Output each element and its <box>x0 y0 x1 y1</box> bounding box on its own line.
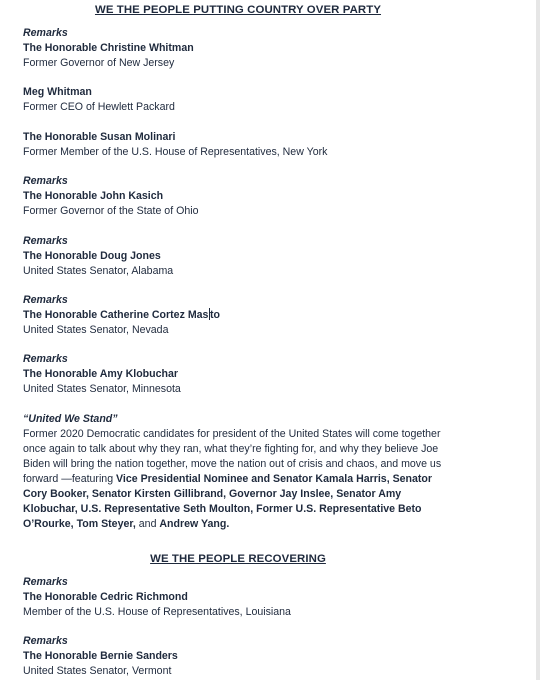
speaker-name: The Honorable John Kasich <box>23 190 164 202</box>
remarks-label: Remarks <box>23 353 68 365</box>
remarks-label: Remarks <box>23 27 68 39</box>
speaker-title: Former CEO of Hewlett Packard <box>23 101 175 113</box>
remarks-label: Remarks <box>23 576 68 588</box>
section-heading-recovering: WE THE PEOPLE RECOVERING <box>150 553 326 565</box>
speaker-name: The Honorable Christine Whitman <box>23 42 194 54</box>
entry-amy-klobuchar <box>23 352 463 397</box>
entry-bernie-sanders <box>23 634 463 679</box>
speaker-name: The Honorable Amy Klobuchar <box>23 368 179 380</box>
featured-guests: Vice Presidential Nominee and Senator Kamala Harris, Senator Cory Booker, Senator Kirsten Gillibrand, Governor Jay Inslee, Senator Amy Klobuchar, U.S. Representative Seth Moulton, Former U.S. Representative Beto O’Rourke, Tom Steyer, <box>23 473 433 530</box>
entry-doug-jones <box>23 234 463 279</box>
segment-title: “United We Stand” <box>23 413 118 425</box>
speaker-title: United States Senator, Vermont <box>23 665 172 677</box>
remarks-label: Remarks <box>23 175 68 187</box>
speaker-name: The Honorable Bernie Sanders <box>23 650 178 662</box>
entry-cedric-richmond <box>23 575 463 620</box>
entry-christine-whitman <box>23 26 463 71</box>
remarks-label: Remarks <box>23 235 68 247</box>
entry-susan-molinari <box>23 130 463 160</box>
speaker-name: The Honorable Cedric Richmond <box>23 591 188 603</box>
remarks-label: Remarks <box>23 294 68 306</box>
speaker-name: Meg Whitman <box>23 86 92 98</box>
featured-guest-last: Andrew Yang. <box>159 518 230 530</box>
united-we-stand-title <box>23 412 463 427</box>
speaker-title: Member of the U.S. House of Representatives, Louisiana <box>23 606 291 618</box>
speaker-title: Former Governor of the State of Ohio <box>23 205 199 217</box>
entry-john-kasich <box>23 174 463 219</box>
entry-catherine-cortez-masto <box>23 293 463 338</box>
speaker-name <box>23 308 463 323</box>
section-heading-country-over-party: WE THE PEOPLE PUTTING COUNTRY OVER PARTY <box>94 4 382 16</box>
page-edge-shadow <box>536 0 540 680</box>
speaker-title: United States Senator, Nevada <box>23 324 169 336</box>
speaker-name-part1: The Honorable Catherine Cortez Mas <box>23 309 209 321</box>
united-we-stand-description <box>23 427 455 532</box>
entry-meg-whitman <box>23 85 463 115</box>
description-and: and <box>135 518 160 530</box>
speaker-title: Former Member of the U.S. House of Representatives, New York <box>23 146 328 158</box>
speaker-name: The Honorable Susan Molinari <box>23 131 176 143</box>
speaker-title: United States Senator, Minnesota <box>23 383 181 395</box>
speaker-name-part2: to <box>210 309 221 321</box>
remarks-label: Remarks <box>23 635 68 647</box>
speaker-title: Former Governor of New Jersey <box>23 57 175 69</box>
description-text: Former 2020 Democratic candidates for president of the United States will come together once again to talk about why they ran, what they’re fighting for, and why they believe Joe Biden will bring the nation together, move the nation out of crisis and chaos, and move us forward —featuring <box>23 428 442 485</box>
speaker-name: The Honorable Doug Jones <box>23 250 161 262</box>
speaker-title: United States Senator, Alabama <box>23 265 174 277</box>
